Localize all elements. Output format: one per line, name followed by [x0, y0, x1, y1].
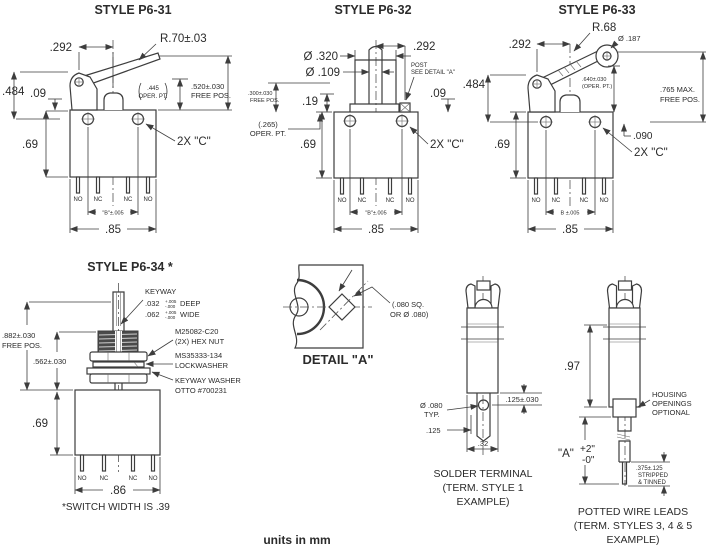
p6-32-dim-09: .09: [430, 88, 446, 100]
p6-33-dia-187: Ø .187: [618, 34, 641, 43]
solder-dia-label: TYP.: [424, 410, 440, 419]
p6-31-free-val: .520±.030: [191, 82, 225, 91]
p6-32-post-note2: SEE DETAIL "A": [411, 70, 455, 76]
p6-34-lock-2: LOCKWASHER: [175, 361, 229, 370]
p6-33-dim-69: .69: [494, 139, 510, 151]
terminal-label: NO: [143, 197, 153, 203]
potted-strip-1: STRIPPED: [638, 473, 669, 479]
p6-32-oper-val: (.265): [258, 120, 278, 129]
p6-31-dim-484: .484: [2, 86, 25, 98]
terminal-label: NO: [531, 198, 541, 204]
p6-33-dim-484: .484: [462, 79, 485, 91]
p6-34-title: STYLE P6-34 *: [87, 260, 173, 274]
potted-housing-1: HOUSING: [652, 390, 688, 399]
figure-solder-terminal: [420, 276, 542, 508]
p6-34-threaded-bushing: [98, 331, 138, 352]
terminal-label: NC: [123, 197, 133, 203]
detail-a-note-2: OR Ø .080): [390, 310, 429, 319]
potted-caption-1: POTTED WIRE LEADS: [577, 506, 689, 518]
solder-caption-3: EXAMPLE): [456, 496, 510, 508]
potted-strip-val: .375±.125: [636, 466, 663, 472]
p6-33-dim-85: .85: [562, 224, 578, 236]
p6-34-kw-deep-val: .032: [145, 299, 160, 308]
p6-31-dim-69: .69: [22, 139, 38, 151]
p6-31-dim-292: .292: [49, 42, 72, 54]
p6-34-kw-wide-minus: -.000: [165, 315, 176, 320]
potted-wire: [619, 441, 630, 484]
figure-p6-34: [2, 260, 241, 513]
p6-31-holes-note: 2X "C": [177, 136, 211, 148]
potted-dim-97: .97: [564, 361, 580, 373]
p6-33-dim-090: .090: [633, 131, 653, 142]
potted-body: [609, 308, 640, 407]
terminal-label: NO: [405, 198, 415, 204]
p6-32-dim-19: .19: [302, 96, 318, 108]
p6-34-hexnut-1: M25082-C20: [175, 327, 219, 336]
p6-31-oper-label: OPER. PT.: [138, 94, 168, 100]
p6-33-dim-292: .292: [508, 39, 531, 51]
terminal-label: NC: [579, 198, 589, 204]
p6-34-keyway-washer: [87, 368, 150, 374]
solder-dia-val: Ø .080: [420, 401, 443, 410]
p6-34-body: [75, 390, 160, 455]
figure-p6-31: [2, 3, 232, 236]
p6-34-terminals: [78, 455, 158, 482]
p6-34-kw-deep-word: DEEP: [180, 299, 201, 308]
p6-31-plunger: [104, 93, 123, 110]
terminal-label: NC: [385, 198, 395, 204]
p6-34-washer-1: KEYWAY WASHER: [175, 376, 241, 385]
p6-34-keyway-label: KEYWAY: [145, 287, 177, 296]
p6-32-free-label: FREE POS.: [250, 98, 280, 104]
p6-32-title: STYLE P6-32: [334, 3, 412, 17]
potted-a-label: "A": [558, 448, 574, 460]
terminal-label: NO: [148, 476, 158, 482]
p6-32-boss: [355, 60, 396, 104]
p6-32-body: [334, 112, 418, 178]
p6-32-dia-320: Ø .320: [303, 51, 338, 63]
figure-potted-wire-leads: [558, 276, 692, 546]
p6-31-dim-09: .09: [30, 88, 46, 100]
p6-34-dim-69: .69: [32, 418, 48, 430]
units-note: units in mm: [263, 533, 331, 547]
p6-34-kw-wide-plus: +.005: [165, 310, 177, 315]
p6-33-radius: R.68: [592, 22, 617, 34]
p6-31-title: STYLE P6-31: [94, 3, 172, 17]
potted-caption-3: EXAMPLE): [606, 534, 660, 546]
p6-34-lock-1: MS35333-134: [175, 351, 223, 360]
p6-32-dim-292: .292: [413, 41, 436, 53]
solder-terminal-blade: [477, 393, 490, 441]
p6-32-b-note: "B"±.005: [365, 210, 387, 217]
detail-a-note-1: (.080 SQ.: [392, 300, 425, 309]
potted-housing-opening: [613, 399, 636, 417]
figure-detail-a: [283, 265, 429, 367]
p6-31-free-label: FREE POS.: [191, 91, 232, 100]
p6-34-dim-562: .562±.030: [33, 357, 67, 366]
p6-34-kw-deep-plus: +.005: [165, 299, 177, 304]
solder-dim-125: .125: [426, 426, 441, 435]
terminal-label: NC: [93, 197, 103, 203]
terminal-label: NC: [99, 476, 109, 482]
p6-31-lever: [84, 53, 160, 85]
p6-33-oper-label: (OPER. PT.): [582, 84, 613, 90]
p6-32-oper-label: OPER. PT.: [249, 129, 287, 138]
p6-33-free-label: FREE POS.: [660, 95, 701, 104]
p6-33-plunger: [560, 95, 580, 112]
terminal-label: NO: [77, 476, 87, 482]
potted-a-plus: +2": [580, 444, 595, 455]
potted-strip-2: & TINNED: [638, 480, 666, 486]
p6-33-holes-note: 2X "C": [634, 147, 668, 159]
terminal-label: NO: [599, 198, 609, 204]
solder-caption-1: SOLDER TERMINAL: [433, 468, 533, 480]
p6-34-kw-wide-word: WIDE: [180, 310, 200, 319]
p6-34-free-label: FREE POS.: [2, 341, 43, 350]
p6-34-kw-wide-val: .062: [145, 310, 160, 319]
p6-32-post-note: POST: [411, 63, 428, 69]
figure-p6-33: [463, 3, 706, 236]
p6-31-radius: R.70±.03: [160, 33, 207, 45]
potted-actuator: [608, 281, 642, 308]
p6-34-hex-nut-bottom: [90, 374, 147, 383]
figure-p6-32: [248, 3, 464, 236]
p6-31-oper-val: .445: [147, 86, 159, 92]
potted-housing-2: OPENINGS: [652, 399, 692, 408]
p6-32-free-val: .300±.030: [248, 91, 273, 97]
terminal-label: NC: [357, 198, 367, 204]
p6-31-dim-85: .85: [105, 224, 121, 236]
detail-a-square-post: [329, 294, 355, 320]
solder-dim-125-030: .125±.030: [505, 395, 539, 404]
detail-a-caption: DETAIL "A": [302, 352, 374, 367]
p6-32-dim-69: .69: [300, 139, 316, 151]
p6-34-hex-nut-top: [90, 352, 147, 361]
terminal-label: NO: [337, 198, 347, 204]
terminal-label: NC: [128, 476, 138, 482]
p6-33-oper-val: .640±.030: [582, 77, 607, 83]
p6-31-b-note: "B"±.005: [102, 210, 124, 217]
solder-body: [467, 308, 498, 393]
solder-caption-2: (TERM. STYLE 1: [442, 482, 524, 494]
p6-32-dia-109: Ø .109: [305, 67, 340, 79]
solder-dim-32: .32: [477, 439, 489, 448]
p6-33-b-note: B ±.005: [560, 210, 580, 217]
potted-housing-3: OPTIONAL: [652, 408, 690, 417]
p6-32-plunger-pin: [369, 47, 382, 105]
p6-32-holes-note: 2X "C": [430, 139, 464, 151]
p6-34-footnote: *SWITCH WIDTH IS .39: [62, 502, 170, 513]
p6-32-dim-85: .85: [368, 224, 384, 236]
p6-34-free-val: .882±.030: [2, 331, 36, 340]
potted-plug: [618, 417, 631, 431]
potted-a-minus: -0": [582, 455, 595, 466]
p6-33-free-val: .765 MAX.: [660, 85, 696, 94]
terminal-label: NC: [551, 198, 561, 204]
potted-caption-2: (TERM. STYLES 3, 4 & 5: [573, 520, 693, 532]
p6-34-hexnut-2: (2X) HEX NUT: [175, 337, 225, 346]
p6-34-dim-86: .86: [110, 485, 126, 497]
p6-33-title: STYLE P6-33: [558, 3, 636, 17]
p6-34-kw-deep-minus: -.000: [165, 304, 176, 309]
p6-32-flange: [350, 104, 399, 112]
p6-34-washer-2: OTTO #700231: [175, 386, 227, 395]
terminal-label: NO: [73, 197, 83, 203]
